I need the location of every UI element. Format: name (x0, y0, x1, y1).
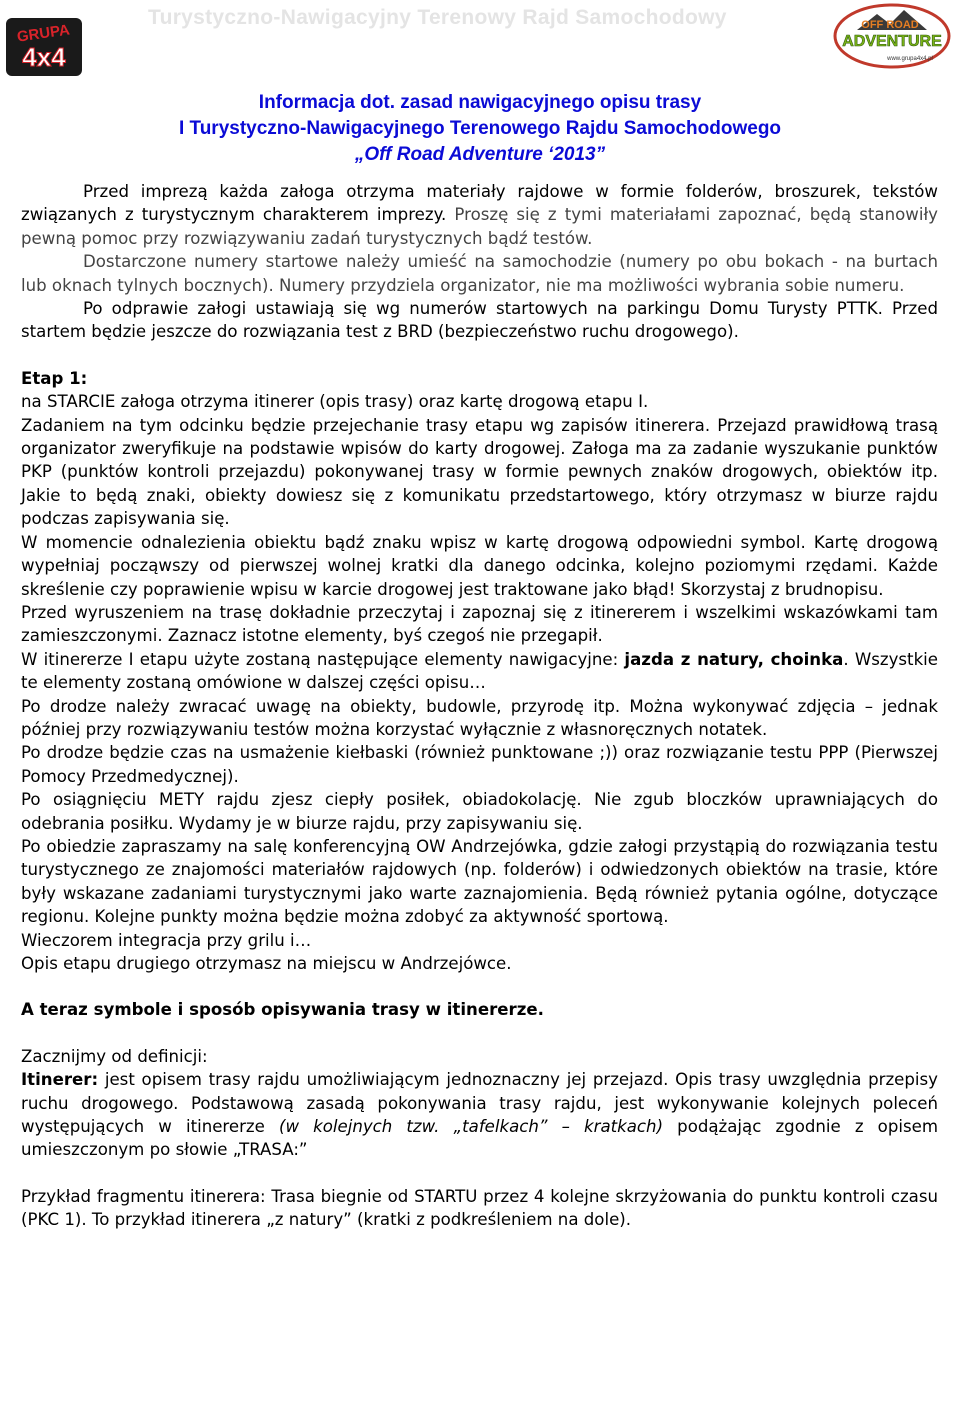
elements-bold: jazda z natury, choinka (624, 649, 844, 669)
etap-line2-4: Wieczorem integracja przy grilu i… (21, 930, 312, 950)
intro-text-2b: Numery przydziela organizator, nie ma możliwości wybrania sobie numeru. (279, 275, 905, 295)
heading-line-1: Informacja dot. zasad nawigacyjnego opisu trasy (258, 92, 702, 113)
etap-line-3: Przed wyruszeniem na trasę dokładnie przeczytaj i zapoznaj się z itinererem i wszelkimi wskazówkami tam zamieszczonymi. Zaznacz istotne elementy, byś czegoś nie przegapił. (21, 602, 938, 646)
svg-text:4x4: 4x4 (22, 42, 66, 72)
definition-paragraph (21, 1068, 938, 1162)
etap-line2-5: Opis etapu drugiego otrzymasz na miejscu w Andrzejówce. (21, 954, 512, 973)
etap-line2-1: Po drodze będzie czas na usmażenie kiełbaski (również punktowane ;)) oraz rozwiązanie testu PPP (Pierwszej Pomocy Przedmedycznej). (21, 743, 938, 786)
svg-text:OFF ROAD: OFF ROAD (861, 19, 919, 31)
symbols-heading-text: A teraz symbole i sposób opisywania trasy w itinererze. (21, 1000, 544, 1020)
intro-text-1b: Proszę się z tymi materiałami zapoznać, będą stanowiły pewną pomoc przy rozwiązywaniu zadań turystycznych bądź testów. (21, 205, 938, 248)
etap-title-text: Etap 1: (21, 368, 88, 388)
intro-paragraph-2 (21, 250, 938, 297)
grupa-4x4-logo (4, 16, 84, 78)
definition-text-a: jest opisem trasy rajdu umożliwiającym jednoznaczny jej przejazd. Opis trasy uwzględnia przepisy ruchu drogowego. Podstawową zasadą pokonywania trasy rajdu, jest wykonywanie kolejnych poleceń występujących w itinererze (21, 1070, 938, 1137)
definition-term: Itinerer: (21, 1070, 99, 1090)
etap-title (21, 367, 938, 390)
svg-text:GRUPA: GRUPA (15, 21, 71, 46)
off-road-adventure-logo (832, 2, 952, 70)
elements-suffix: . Wszystkie te elementy zostaną omówione w dalszej części opisu… (21, 649, 938, 693)
document-heading (0, 90, 960, 168)
etap-line-1: Zadaniem na tym odcinku będzie przejechanie trasy etapu wg zapisów itinerera. Przejazd prawidłową trasą organizator zweryfikuje na podstawie wpisów do karty drogowej. Załoga ma za zadanie wyszukanie punktów PKP (punktów kontroli przejazdu) pokonywanej trasy w formie pewnych znaków drogowych, obiektów itp. Jakie to będą znaki, obiekty dowiesz się z komunikatu przedstartowego, który otrzymasz w biurze rajdu podczas zapisywania się. (21, 415, 938, 529)
document-body (21, 180, 938, 1232)
definition-intro: Zacznijmy od definicji: (21, 1046, 208, 1066)
etap-elements (21, 648, 938, 695)
etap-line-2: W momencie odnalezienia obiektu bądź znaku wpisz w kartę drogową odpowiedni symbol. Kartę drogową wypełniaj począwszy od pierwszej wolnej kratki dla danego odcinka, kolejno poziomymi rzędami. Każde skreślenie czy poprawienie wpisu w karcie drogowej jest traktowane jako błąd! Skorzystaj z brudnopisu. (21, 532, 938, 599)
heading-line-3: „Off Road Adventure ‘2013” (354, 144, 606, 165)
elements-prefix: W itinererze I etapu użyte zostaną następujące elementy nawigacyjne: (21, 649, 625, 669)
etap-line2-0: Po drodze należy zwracać uwagę na obiekty, budowle, przyrodę itp. Można wykonywać zdjęcia – jednak później przy rozwiązywaniu testów można korzystać wyłącznie z własnoręcznych notatek. (21, 696, 938, 739)
etap-line2-3: Po obiedzie zapraszamy na salę konferencyjną OW Andrzejówka, gdzie załogi przystąpią do rozwiązania testu turystycznego ze znajomości materiałów rajdowych (np. folderów) i odwiedzonych obiektów na trasie, które były wskazane zadaniami turystycznymi jako warte zaznajomienia. Będą również pytania ogólne, dotyczące regionu. Kolejne punkty można będzie można zdobyć za aktywność sportową. (21, 836, 938, 927)
intro-paragraph-3: Po odprawie załogi ustawiają się wg numerów startowych na parkingu Domu Turysty PTTK. Przed startem będzie jeszcze do rozwiązania test z BRD (bezpieczeństwo ruchu drogowego). (21, 299, 938, 342)
example-paragraph: Przykład fragmentu itinerera: Trasa biegnie od STARTU przez 4 kolejne skrzyżowania do punktu kontroli czasu (PKC 1). To przykład itinerera „z natury” (kratki z podkreśleniem na dole). (21, 1186, 938, 1230)
intro-text-2a: Dostarczone numery startowe należy umieść na samochodzie (numery po obu bokach - na burtach lub oknach tylnych bocznych). (21, 252, 938, 295)
svg-text:ADVENTURE: ADVENTURE (842, 33, 942, 50)
svg-text:www.grupa4x4.pl: www.grupa4x4.pl (887, 56, 933, 62)
definition-text-b: podążając zgodnie z opisem umieszczonym po słowie „TRASA:” (21, 1117, 938, 1160)
etap-line2-2: Po osiągnięciu METY rajdu zjesz ciepły posiłek, obiadokolację. Nie zgub bloczków uprawniających do odebrania posiłku. Wydamy je w biurze rajdu, przy zapisywaniu się. (21, 790, 938, 833)
header-title: Turystyczno-Nawigacyjny Terenowy Rajd Samochodowy (148, 6, 727, 29)
intro-text-1: Przed imprezą każda załoga otrzyma materiały rajdowe w formie folderów, broszurek, tekstów związanych z turystycznym charakterem imprezy. (21, 182, 938, 225)
heading-line-2: I Turystyczno-Nawigacyjnego Terenowego Rajdu Samochodowego (178, 118, 782, 139)
etap-line-0: na STARCIE załoga otrzyma itinerer (opis trasy) oraz kartę drogową etapu I. (21, 392, 649, 412)
symbols-heading (21, 998, 938, 1021)
definition-italic: (w kolejnych tzw. „tafelkach” – kratkach) (278, 1117, 664, 1137)
intro-paragraph-1 (21, 180, 938, 250)
